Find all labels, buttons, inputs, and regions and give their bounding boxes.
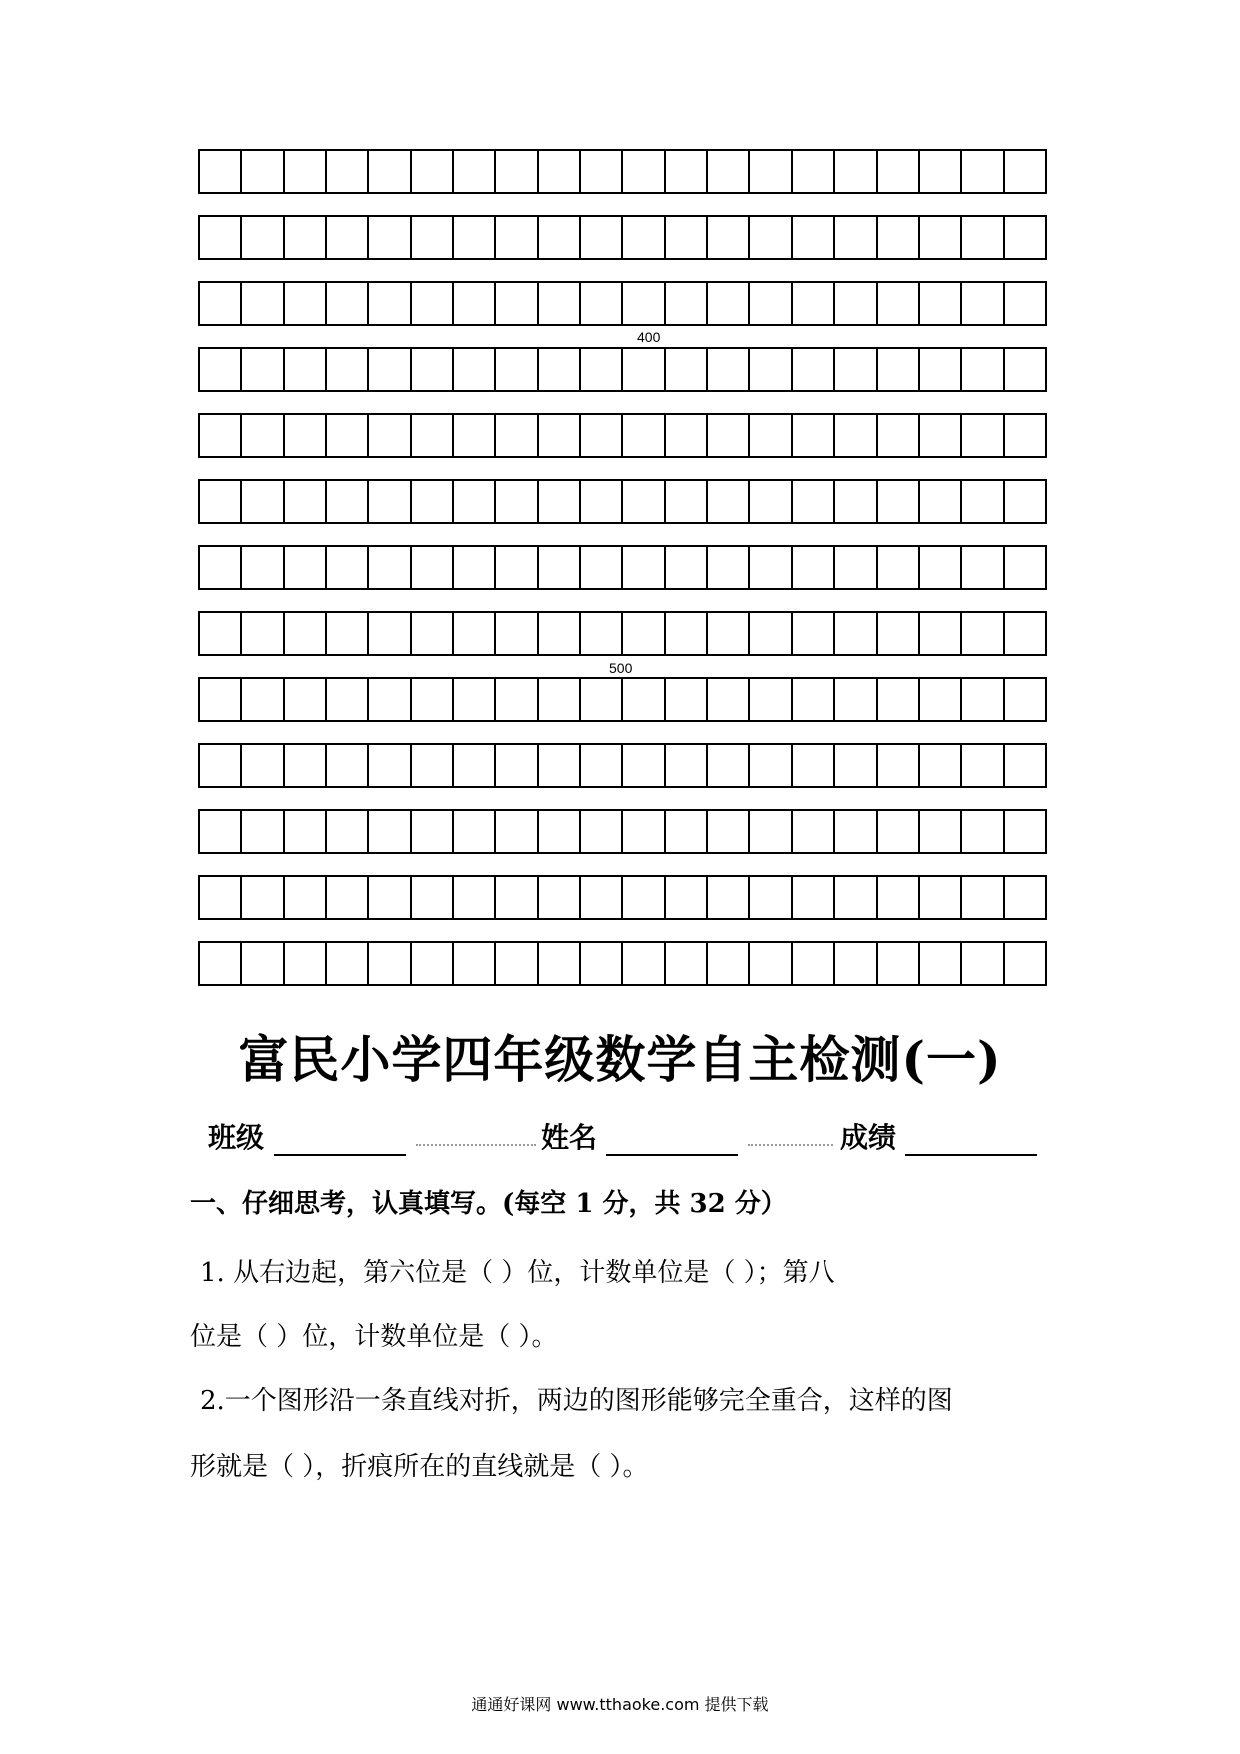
grid-cell[interactable] bbox=[750, 943, 792, 984]
grid-cell[interactable] bbox=[285, 811, 327, 852]
grid-cell[interactable] bbox=[369, 811, 411, 852]
grid-cell[interactable] bbox=[200, 217, 242, 258]
section-heading: 一、仔细思考，认真填写。(每空 1 分，共 32 分） bbox=[190, 1189, 787, 1219]
score-label: 成绩 bbox=[840, 1121, 897, 1154]
grid-cell[interactable] bbox=[962, 679, 1004, 720]
grid-cell[interactable] bbox=[496, 745, 538, 786]
grid-cell[interactable] bbox=[708, 811, 750, 852]
grid-cell[interactable] bbox=[1005, 745, 1045, 786]
grid-cell[interactable] bbox=[581, 481, 623, 522]
grid-cell[interactable] bbox=[369, 349, 411, 390]
grid-cell[interactable] bbox=[1005, 547, 1045, 588]
grid-cell[interactable] bbox=[327, 943, 369, 984]
grid-cell[interactable] bbox=[369, 547, 411, 588]
grid-cell[interactable] bbox=[200, 283, 242, 324]
grid-cell[interactable] bbox=[242, 415, 284, 456]
grid-cell[interactable] bbox=[835, 415, 877, 456]
grid-cell[interactable] bbox=[369, 679, 411, 720]
grid-cell[interactable] bbox=[920, 415, 962, 456]
grid-cell[interactable] bbox=[920, 679, 962, 720]
grid-cell[interactable] bbox=[242, 745, 284, 786]
grid-cell[interactable] bbox=[666, 679, 708, 720]
grid-cell[interactable] bbox=[242, 547, 284, 588]
grid-cell[interactable] bbox=[454, 349, 496, 390]
grid-cell[interactable] bbox=[750, 481, 792, 522]
grid-cell[interactable] bbox=[539, 613, 581, 654]
grid-cell[interactable] bbox=[1005, 151, 1045, 192]
grid-cell[interactable] bbox=[539, 679, 581, 720]
grid-cell[interactable] bbox=[454, 613, 496, 654]
grid-cell[interactable] bbox=[285, 283, 327, 324]
grid-cell[interactable] bbox=[878, 613, 920, 654]
grid-cell[interactable] bbox=[242, 877, 284, 918]
grid-row bbox=[198, 545, 1047, 590]
grid-cell[interactable] bbox=[835, 151, 877, 192]
grid-cell[interactable] bbox=[750, 811, 792, 852]
grid-cell[interactable] bbox=[1005, 613, 1045, 654]
grid-cell[interactable] bbox=[454, 217, 496, 258]
grid-cell[interactable] bbox=[623, 745, 665, 786]
grid-row bbox=[198, 347, 1047, 392]
grid-cell[interactable] bbox=[454, 415, 496, 456]
grid-cell[interactable] bbox=[242, 151, 284, 192]
grid-cell[interactable] bbox=[1005, 877, 1045, 918]
grid-cell[interactable] bbox=[285, 415, 327, 456]
grid-row bbox=[198, 809, 1047, 854]
grid-cell[interactable] bbox=[200, 811, 242, 852]
grid-cell[interactable] bbox=[750, 613, 792, 654]
grid-cell[interactable] bbox=[285, 481, 327, 522]
grid-cell[interactable] bbox=[327, 811, 369, 852]
grid-cell[interactable] bbox=[369, 151, 411, 192]
grid-cell[interactable] bbox=[581, 613, 623, 654]
grid-cell[interactable] bbox=[793, 283, 835, 324]
grid-cell[interactable] bbox=[200, 415, 242, 456]
grid-cell[interactable] bbox=[285, 679, 327, 720]
grid-cell[interactable] bbox=[200, 349, 242, 390]
grid-cell[interactable] bbox=[878, 679, 920, 720]
grid-cell[interactable] bbox=[369, 613, 411, 654]
grid-cell[interactable] bbox=[242, 349, 284, 390]
grid-cell[interactable] bbox=[878, 217, 920, 258]
grid-cell[interactable] bbox=[581, 943, 623, 984]
grid-cell[interactable] bbox=[835, 745, 877, 786]
grid-cell[interactable] bbox=[666, 283, 708, 324]
grid-cell[interactable] bbox=[285, 217, 327, 258]
grid-cell[interactable] bbox=[496, 679, 538, 720]
grid-cell[interactable] bbox=[496, 877, 538, 918]
score-blank[interactable] bbox=[905, 1154, 1037, 1156]
grid-cell[interactable] bbox=[835, 217, 877, 258]
grid-cell[interactable] bbox=[623, 811, 665, 852]
grid-cell[interactable] bbox=[454, 745, 496, 786]
grid-cell[interactable] bbox=[878, 811, 920, 852]
grid-cell[interactable] bbox=[581, 811, 623, 852]
grid-cell[interactable] bbox=[793, 811, 835, 852]
grid-cell[interactable] bbox=[708, 349, 750, 390]
grid-cell[interactable] bbox=[920, 217, 962, 258]
grid-cell[interactable] bbox=[793, 217, 835, 258]
grid-cell[interactable] bbox=[920, 349, 962, 390]
grid-row bbox=[198, 941, 1047, 986]
grid-cell[interactable] bbox=[920, 151, 962, 192]
grid-cell[interactable] bbox=[623, 943, 665, 984]
grid-cell[interactable] bbox=[327, 679, 369, 720]
grid-cell[interactable] bbox=[666, 217, 708, 258]
grid-cell[interactable] bbox=[327, 745, 369, 786]
grid-cell[interactable] bbox=[1005, 283, 1045, 324]
grid-row bbox=[198, 149, 1047, 194]
grid-cell[interactable] bbox=[539, 745, 581, 786]
grid-row bbox=[198, 875, 1047, 920]
grid-cell[interactable] bbox=[369, 283, 411, 324]
grid-cell[interactable] bbox=[793, 679, 835, 720]
grid-cell[interactable] bbox=[793, 943, 835, 984]
grid-cell[interactable] bbox=[666, 349, 708, 390]
grid-cell[interactable] bbox=[327, 217, 369, 258]
grid-cell[interactable] bbox=[920, 811, 962, 852]
grid-cell[interactable] bbox=[793, 877, 835, 918]
name-label: 姓名 bbox=[541, 1121, 598, 1154]
grid-row bbox=[198, 215, 1047, 260]
grid-cell[interactable] bbox=[539, 877, 581, 918]
grid-cell[interactable] bbox=[581, 877, 623, 918]
grid-cell[interactable] bbox=[835, 877, 877, 918]
grid-cell[interactable] bbox=[369, 217, 411, 258]
grid-cell[interactable] bbox=[200, 613, 242, 654]
grid-cell[interactable] bbox=[327, 547, 369, 588]
grid-cell[interactable] bbox=[412, 679, 454, 720]
writing-grid bbox=[198, 149, 1047, 1007]
name-blank[interactable] bbox=[606, 1154, 738, 1156]
grid-cell[interactable] bbox=[623, 877, 665, 918]
grid-cell[interactable] bbox=[327, 877, 369, 918]
dotted-separator bbox=[748, 1144, 833, 1146]
grid-row bbox=[198, 281, 1047, 326]
count-mark-400: 400 bbox=[637, 329, 661, 345]
grid-cell[interactable] bbox=[666, 745, 708, 786]
grid-cell[interactable] bbox=[920, 613, 962, 654]
grid-cell[interactable] bbox=[581, 547, 623, 588]
grid-cell[interactable] bbox=[539, 415, 581, 456]
grid-row bbox=[198, 677, 1047, 722]
grid-row bbox=[198, 413, 1047, 458]
grid-cell[interactable] bbox=[962, 349, 1004, 390]
grid-cell[interactable] bbox=[962, 943, 1004, 984]
grid-cell[interactable] bbox=[708, 283, 750, 324]
grid-cell[interactable] bbox=[623, 613, 665, 654]
grid-cell[interactable] bbox=[496, 217, 538, 258]
grid-cell[interactable] bbox=[750, 745, 792, 786]
question-2-line-1: 2.一个图形沿一条直线对折，两边的图形能够完全重合，这样的图 bbox=[200, 1386, 953, 1416]
grid-cell[interactable] bbox=[962, 415, 1004, 456]
grid-cell[interactable] bbox=[666, 547, 708, 588]
grid-cell[interactable] bbox=[581, 283, 623, 324]
grid-cell[interactable] bbox=[878, 943, 920, 984]
grid-cell[interactable] bbox=[835, 811, 877, 852]
grid-cell[interactable] bbox=[920, 547, 962, 588]
grid-cell[interactable] bbox=[708, 415, 750, 456]
grid-cell[interactable] bbox=[539, 811, 581, 852]
grid-cell[interactable] bbox=[412, 811, 454, 852]
grid-cell[interactable] bbox=[835, 679, 877, 720]
grid-cell[interactable] bbox=[412, 415, 454, 456]
grid-cell[interactable] bbox=[793, 415, 835, 456]
grid-cell[interactable] bbox=[412, 283, 454, 324]
grid-cell[interactable] bbox=[623, 481, 665, 522]
grid-cell[interactable] bbox=[200, 547, 242, 588]
grid-cell[interactable] bbox=[920, 877, 962, 918]
grid-cell[interactable] bbox=[496, 811, 538, 852]
grid-cell[interactable] bbox=[200, 745, 242, 786]
grid-cell[interactable] bbox=[920, 481, 962, 522]
grid-cell[interactable] bbox=[878, 481, 920, 522]
grid-cell[interactable] bbox=[496, 151, 538, 192]
grid-cell[interactable] bbox=[369, 415, 411, 456]
grid-cell[interactable] bbox=[708, 547, 750, 588]
grid-cell[interactable] bbox=[539, 349, 581, 390]
grid-cell[interactable] bbox=[708, 943, 750, 984]
grid-cell[interactable] bbox=[242, 679, 284, 720]
grid-cell[interactable] bbox=[793, 481, 835, 522]
grid-cell[interactable] bbox=[708, 151, 750, 192]
grid-cell[interactable] bbox=[962, 217, 1004, 258]
grid-cell[interactable] bbox=[539, 151, 581, 192]
grid-cell[interactable] bbox=[835, 349, 877, 390]
grid-cell[interactable] bbox=[496, 349, 538, 390]
grid-cell[interactable] bbox=[327, 613, 369, 654]
grid-cell[interactable] bbox=[708, 877, 750, 918]
grid-cell[interactable] bbox=[623, 415, 665, 456]
grid-cell[interactable] bbox=[454, 547, 496, 588]
grid-cell[interactable] bbox=[454, 283, 496, 324]
grid-cell[interactable] bbox=[496, 283, 538, 324]
grid-cell[interactable] bbox=[412, 547, 454, 588]
grid-cell[interactable] bbox=[242, 481, 284, 522]
grid-cell[interactable] bbox=[412, 217, 454, 258]
grid-cell[interactable] bbox=[708, 745, 750, 786]
question-1-line-1: 1. 从右边起，第六位是（ ）位，计数单位是（ ）；第八 bbox=[200, 1258, 835, 1288]
grid-cell[interactable] bbox=[708, 613, 750, 654]
grid-cell[interactable] bbox=[200, 943, 242, 984]
dotted-separator bbox=[416, 1144, 536, 1146]
grid-cell[interactable] bbox=[1005, 481, 1045, 522]
grid-cell[interactable] bbox=[369, 943, 411, 984]
grid-cell[interactable] bbox=[369, 745, 411, 786]
grid-cell[interactable] bbox=[835, 613, 877, 654]
grid-cell[interactable] bbox=[581, 151, 623, 192]
grid-cell[interactable] bbox=[623, 283, 665, 324]
grid-cell[interactable] bbox=[666, 481, 708, 522]
grid-cell[interactable] bbox=[623, 217, 665, 258]
grid-cell[interactable] bbox=[454, 877, 496, 918]
grid-cell[interactable] bbox=[666, 613, 708, 654]
grid-cell[interactable] bbox=[708, 679, 750, 720]
grid-cell[interactable] bbox=[285, 745, 327, 786]
grid-cell[interactable] bbox=[581, 745, 623, 786]
grid-cell[interactable] bbox=[962, 283, 1004, 324]
grid-cell[interactable] bbox=[285, 877, 327, 918]
grid-cell[interactable] bbox=[962, 877, 1004, 918]
grid-cell[interactable] bbox=[412, 481, 454, 522]
grid-cell[interactable] bbox=[454, 679, 496, 720]
class-blank[interactable] bbox=[274, 1154, 406, 1156]
grid-cell[interactable] bbox=[1005, 811, 1045, 852]
grid-cell[interactable] bbox=[666, 151, 708, 192]
count-mark-500: 500 bbox=[609, 660, 633, 676]
grid-row bbox=[198, 743, 1047, 788]
grid-cell[interactable] bbox=[920, 745, 962, 786]
grid-cell[interactable] bbox=[242, 943, 284, 984]
footer-source: 通通好课网 www.tthaoke.com 提供下载 bbox=[471, 1695, 769, 1714]
grid-cell[interactable] bbox=[496, 613, 538, 654]
grid-cell[interactable] bbox=[708, 481, 750, 522]
grid-cell[interactable] bbox=[835, 943, 877, 984]
grid-cell[interactable] bbox=[750, 877, 792, 918]
grid-cell[interactable] bbox=[412, 877, 454, 918]
grid-cell[interactable] bbox=[242, 283, 284, 324]
grid-cell[interactable] bbox=[962, 481, 1004, 522]
grid-cell[interactable] bbox=[242, 811, 284, 852]
grid-cell[interactable] bbox=[496, 943, 538, 984]
grid-cell[interactable] bbox=[285, 151, 327, 192]
grid-cell[interactable] bbox=[750, 151, 792, 192]
grid-cell[interactable] bbox=[962, 811, 1004, 852]
grid-cell[interactable] bbox=[878, 151, 920, 192]
grid-cell[interactable] bbox=[835, 283, 877, 324]
grid-cell[interactable] bbox=[412, 745, 454, 786]
grid-cell[interactable] bbox=[285, 613, 327, 654]
grid-cell[interactable] bbox=[327, 481, 369, 522]
grid-cell[interactable] bbox=[962, 151, 1004, 192]
grid-cell[interactable] bbox=[666, 415, 708, 456]
class-label: 班级 bbox=[208, 1121, 265, 1154]
grid-cell[interactable] bbox=[1005, 943, 1045, 984]
grid-row bbox=[198, 611, 1047, 656]
grid-cell[interactable] bbox=[200, 877, 242, 918]
grid-cell[interactable] bbox=[496, 547, 538, 588]
grid-row bbox=[198, 479, 1047, 524]
grid-cell[interactable] bbox=[369, 481, 411, 522]
grid-cell[interactable] bbox=[581, 217, 623, 258]
grid-cell[interactable] bbox=[200, 481, 242, 522]
grid-cell[interactable] bbox=[412, 943, 454, 984]
grid-cell[interactable] bbox=[412, 613, 454, 654]
grid-cell[interactable] bbox=[581, 415, 623, 456]
grid-cell[interactable] bbox=[285, 349, 327, 390]
grid-cell[interactable] bbox=[666, 943, 708, 984]
grid-cell[interactable] bbox=[962, 745, 1004, 786]
grid-cell[interactable] bbox=[539, 481, 581, 522]
grid-cell[interactable] bbox=[793, 349, 835, 390]
grid-cell[interactable] bbox=[327, 415, 369, 456]
grid-cell[interactable] bbox=[1005, 349, 1045, 390]
grid-cell[interactable] bbox=[496, 415, 538, 456]
grid-cell[interactable] bbox=[496, 481, 538, 522]
grid-cell[interactable] bbox=[793, 151, 835, 192]
grid-cell[interactable] bbox=[835, 547, 877, 588]
grid-cell[interactable] bbox=[962, 613, 1004, 654]
grid-cell[interactable] bbox=[835, 481, 877, 522]
grid-cell[interactable] bbox=[793, 547, 835, 588]
grid-cell[interactable] bbox=[750, 349, 792, 390]
grid-cell[interactable] bbox=[920, 943, 962, 984]
grid-cell[interactable] bbox=[539, 217, 581, 258]
grid-cell[interactable] bbox=[454, 943, 496, 984]
grid-cell[interactable] bbox=[878, 349, 920, 390]
grid-cell[interactable] bbox=[750, 679, 792, 720]
grid-cell[interactable] bbox=[581, 679, 623, 720]
grid-cell[interactable] bbox=[200, 151, 242, 192]
grid-cell[interactable] bbox=[454, 481, 496, 522]
grid-cell[interactable] bbox=[623, 349, 665, 390]
grid-cell[interactable] bbox=[666, 811, 708, 852]
grid-cell[interactable] bbox=[623, 547, 665, 588]
grid-cell[interactable] bbox=[242, 217, 284, 258]
grid-cell[interactable] bbox=[750, 217, 792, 258]
grid-cell[interactable] bbox=[666, 877, 708, 918]
grid-cell[interactable] bbox=[242, 613, 284, 654]
grid-cell[interactable] bbox=[623, 151, 665, 192]
grid-cell[interactable] bbox=[920, 283, 962, 324]
grid-cell[interactable] bbox=[623, 679, 665, 720]
grid-cell[interactable] bbox=[750, 283, 792, 324]
grid-cell[interactable] bbox=[878, 283, 920, 324]
grid-cell[interactable] bbox=[793, 613, 835, 654]
grid-cell[interactable] bbox=[285, 547, 327, 588]
grid-cell[interactable] bbox=[327, 151, 369, 192]
grid-cell[interactable] bbox=[327, 283, 369, 324]
grid-cell[interactable] bbox=[878, 745, 920, 786]
grid-cell[interactable] bbox=[539, 943, 581, 984]
grid-cell[interactable] bbox=[539, 283, 581, 324]
grid-cell[interactable] bbox=[750, 547, 792, 588]
grid-cell[interactable] bbox=[1005, 217, 1045, 258]
question-2-line-2: 形就是（ ），折痕所在的直线就是（ ）。 bbox=[190, 1452, 649, 1482]
grid-cell[interactable] bbox=[454, 811, 496, 852]
grid-cell[interactable] bbox=[539, 547, 581, 588]
grid-cell[interactable] bbox=[793, 745, 835, 786]
grid-cell[interactable] bbox=[369, 877, 411, 918]
page-title: 富民小学四年级数学自主检测(一) bbox=[238, 1030, 1002, 1089]
grid-cell[interactable] bbox=[1005, 415, 1045, 456]
grid-cell[interactable] bbox=[750, 415, 792, 456]
grid-cell[interactable] bbox=[878, 877, 920, 918]
grid-cell[interactable] bbox=[285, 943, 327, 984]
grid-cell[interactable] bbox=[878, 415, 920, 456]
grid-cell[interactable] bbox=[878, 547, 920, 588]
grid-cell[interactable] bbox=[412, 349, 454, 390]
grid-cell[interactable] bbox=[1005, 679, 1045, 720]
grid-cell[interactable] bbox=[708, 217, 750, 258]
grid-cell[interactable] bbox=[327, 349, 369, 390]
grid-cell[interactable] bbox=[454, 151, 496, 192]
grid-cell[interactable] bbox=[581, 349, 623, 390]
question-1-line-2: 位是（ ）位，计数单位是（ ）。 bbox=[190, 1322, 558, 1352]
grid-cell[interactable] bbox=[200, 679, 242, 720]
grid-cell[interactable] bbox=[962, 547, 1004, 588]
grid-cell[interactable] bbox=[412, 151, 454, 192]
